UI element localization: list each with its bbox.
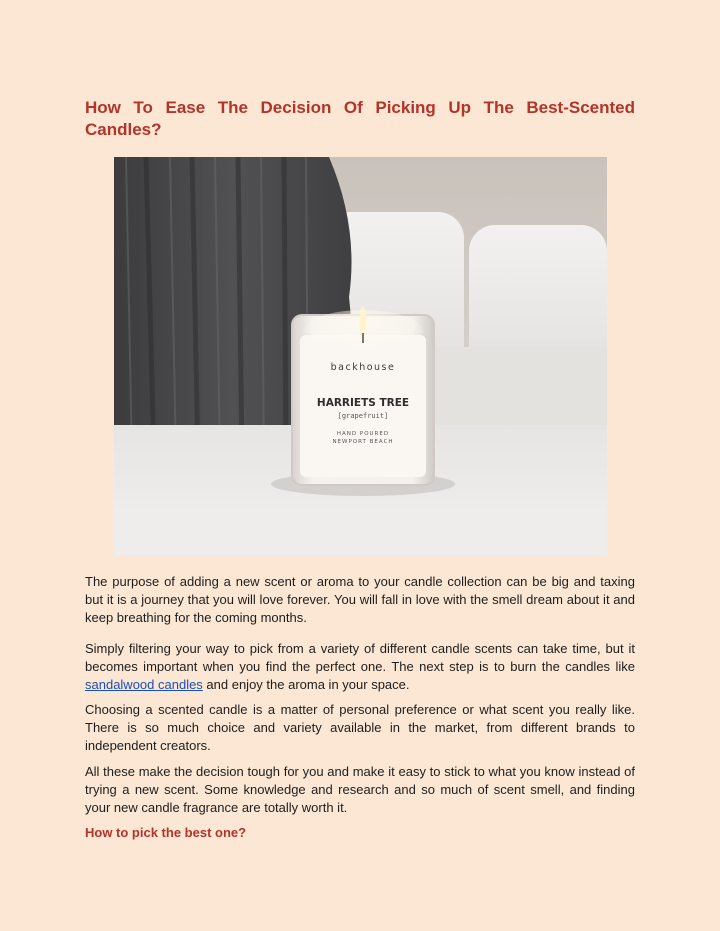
paragraph-2-text-end: and enjoy the aroma in your space.	[202, 677, 410, 692]
candle-note-1-label: HAND POURED	[336, 431, 390, 437]
paragraph-3: Choosing a scented candle is a matter of personal preference or what scent you really like. There is so much choice and variety available in the market, from different brands to independent creators.	[85, 702, 635, 753]
paragraph-2	[85, 640, 635, 694]
candle-photo	[114, 157, 607, 555]
candle-name-label: HARRIETS TREE	[316, 397, 410, 409]
paragraph-4: All these make the decision tough for you and make it easy to stick to what you know instead of trying a new scent. Some knowledge and research and so much of scent smell, and finding your new candle fragrance are totally worth it.	[85, 764, 635, 815]
candle-scent-label: [grapefruit]	[337, 412, 389, 420]
section-subheading: How to pick the best one?	[85, 825, 247, 840]
sandalwood-candles-link[interactable]: sandalwood candles	[85, 677, 203, 692]
candle-brand-label: backhouse	[330, 362, 396, 373]
paragraph-2-text-start: Simply filtering your way to pick from a variety of different candle scents can take time, but it becomes important when you find the perfect one. The next step is to burn the candles like	[85, 641, 635, 674]
candle-note-2-label: NEWPORT BEACH	[332, 439, 394, 445]
paragraph-1: The purpose of adding a new scent or aroma to your candle collection can be big and taxing but it is a journey that you will love forever. You will fall in love with the smell dream about it and keep breathing for the coming months.	[85, 574, 635, 625]
article-title: How To Ease The Decision Of Picking Up The Best-Scented Candles?	[85, 98, 635, 139]
